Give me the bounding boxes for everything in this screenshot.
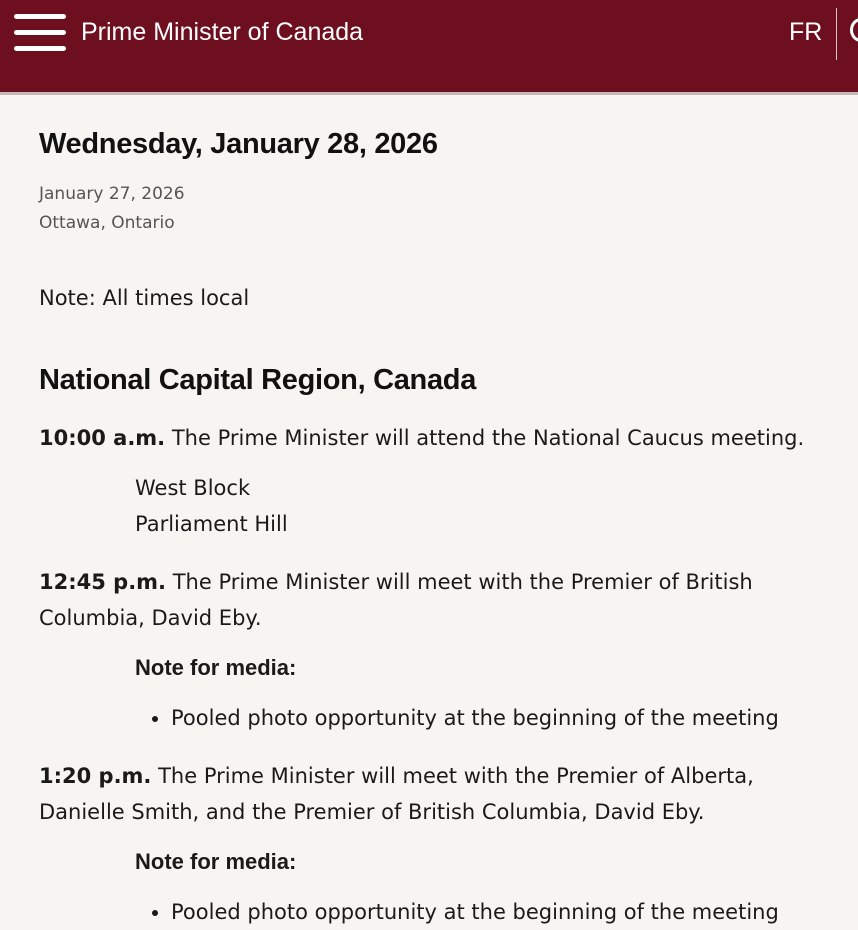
menu-bar-top xyxy=(14,14,66,19)
hamburger-menu-icon[interactable] xyxy=(14,13,66,53)
times-note: Note: All times local xyxy=(39,286,250,310)
media-note-item: • Pooled photo opportunity at the beginning of the meeting xyxy=(171,894,839,930)
publication-date: January 27, 2026 xyxy=(39,184,185,204)
menu-bar-middle xyxy=(14,30,66,35)
media-note-list xyxy=(135,700,839,736)
region-heading: National Capital Region, Canada xyxy=(39,364,477,396)
event-description: The Prime Minister will meet with the Premier of British Columbia, David Eby. xyxy=(39,570,753,630)
event-description: The Prime Minister will meet with the Premier of Alberta, Danielle Smith, and the Premier of British Columbia, David Eby. xyxy=(39,764,754,824)
event-time: 1:20 p.m. xyxy=(39,764,152,788)
media-note-label: Note for media: xyxy=(135,849,297,874)
language-toggle-link[interactable]: FR xyxy=(789,18,823,46)
publication-location: Ottawa, Ontario xyxy=(39,213,175,233)
itinerary-event xyxy=(39,420,839,456)
event-location-line: West Block xyxy=(135,476,251,500)
event-location xyxy=(135,470,839,542)
site-title-link[interactable]: Prime Minister of Canada xyxy=(81,18,364,46)
media-note-item: • Pooled photo opportunity at the beginning of the meeting xyxy=(171,700,839,736)
page-title: Wednesday, January 28, 2026 xyxy=(39,128,438,160)
itinerary-meta xyxy=(39,180,839,238)
itinerary-content xyxy=(39,126,839,930)
event-description: The Prime Minister will attend the National Caucus meeting. xyxy=(171,426,805,450)
event-location-line: Parliament Hill xyxy=(135,512,288,536)
event-time: 12:45 p.m. xyxy=(39,570,167,594)
menu-bar-bottom xyxy=(14,46,66,51)
itinerary-event xyxy=(39,758,839,830)
event-time: 10:00 a.m. xyxy=(39,426,166,450)
media-note-label: Note for media: xyxy=(135,655,297,680)
header-divider xyxy=(836,8,837,60)
itinerary-event xyxy=(39,564,839,636)
search-icon[interactable] xyxy=(850,18,858,42)
site-header xyxy=(0,0,858,95)
